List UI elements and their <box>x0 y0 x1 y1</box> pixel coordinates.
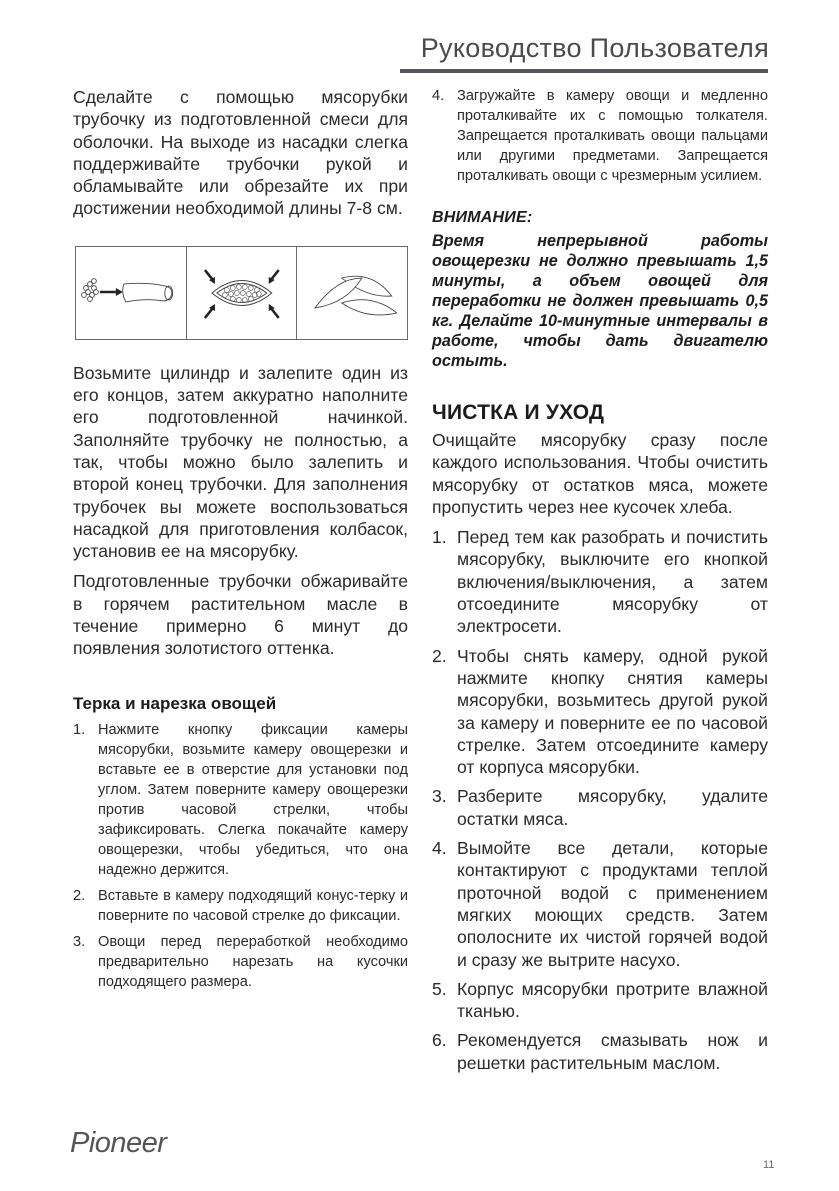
finished-kibbeh-illustration <box>297 247 407 339</box>
list-item <box>432 785 768 830</box>
page-header-title: Руководство Пользователя <box>420 33 769 63</box>
step-text: Вставьте в камеру подходящий конус-терку и поверните по часовой стрелке до фиксации. <box>98 887 408 924</box>
warning-title: ВНИМАНИЕ: <box>432 209 533 226</box>
mince-to-tube-illustration <box>76 247 187 339</box>
list-item <box>73 720 408 880</box>
step-number: 4. <box>432 88 445 104</box>
cleaning-section-title: ЧИСТКА И УХОД <box>432 401 605 424</box>
list-item <box>432 978 768 1023</box>
cleaning-steps-list <box>432 526 768 1074</box>
step-text: Овощи перед переработкой необходимо предварительно нарезать на кусочки подходящего размера. <box>98 933 408 990</box>
step-text: Корпус мясорубки протрите влажной тканью. <box>457 978 768 1022</box>
list-item <box>73 932 408 992</box>
frying-paragraph: Подготовленные трубочки обжаривайте в горячем растительном масле в течение примерно 6 минут до появления золотистого оттенка. <box>73 571 408 659</box>
list-item <box>73 886 408 926</box>
step-number: 4. <box>432 838 447 859</box>
grating-subheading: Терка и нарезка овощей <box>73 693 277 713</box>
grating-steps-list <box>73 720 408 992</box>
brand-logo: Pioneer <box>70 1127 167 1159</box>
filling-paragraph: Возьмите цилиндр и залепите один из его концов, затем аккуратно наполните его подготовленной начинкой. Заполняйте трубочку не полностью, а так, чтобы можно было залепить и второй конец трубочки. Для заполнения трубочек вы можете воспользоваться насадкой для приготовления колбасок, установив ее на мясорубку. <box>73 362 408 562</box>
step-text: Загружайте в камеру овощи и медленно проталкивайте их с помощью толкателя. Запрещается проталкивать овощи пальцами или другими предметами. Запрещается проталкивать овощи с чрезмерным усилием. <box>457 88 768 184</box>
step-text: Нажмите кнопку фиксации камеры мясорубки, возьмите камеру овощерезки и вставьте ее в отверстие для установки под углом. Затем поверните камеру овощерезки против часовой стрелки, чтобы зафиксировать. Слегка покачайте камеру овощерезки, чтобы убедиться, что она надежно держится. <box>98 721 408 878</box>
step-text: Перед тем как разобрать и почистить мясорубку, выключите его кнопкой включения/выключения, а затем отсоедините мясорубку от электросети. <box>457 527 768 637</box>
warning-body: Время непрерывной работы овощерезки не должно превышать 1,5 минуты, а объем овощей для переработки не должен превышать 0,5 кг. Делайте 10-минутные интервалы в работе, чтобы дать двигателю остыть. <box>432 232 768 370</box>
step-number: 6. <box>432 1030 447 1051</box>
step-text: Вымойте все детали, которые контактируют с продуктами теплой проточной водой с применением мягких моющих средств. Затем ополосните их чистой горячей водой и сразу же вытрите насухо. <box>457 838 768 970</box>
step-number: 3. <box>73 933 86 950</box>
step-number: 2. <box>73 887 86 904</box>
grating-steps-continued <box>432 86 768 186</box>
intro-paragraph: Сделайте с помощью мясорубки трубочку из подготовленной смеси для оболочки. На выходе из насадки слегка поддерживайте трубочки рукой и обламывайте или обрезайте их при достижении необходимой длины 7-8 см. <box>73 87 408 219</box>
list-item <box>432 1029 768 1074</box>
step-number: 3. <box>432 786 447 807</box>
step-text: Чтобы снять камеру, одной рукой нажмите кнопку снятия камеры мясорубки, возьмитесь другой рукой за камеру и поверните ее по часовой стрелке. Затем отсоедините камеру от корпуса мясорубки. <box>457 645 768 778</box>
page-number: 11 <box>763 1159 775 1171</box>
step-number: 1. <box>432 527 447 548</box>
list-item <box>432 645 768 779</box>
step-text: Рекомендуется смазывать нож и решетки растительным маслом. <box>457 1030 768 1073</box>
step-text: Разберите мясорубку, удалите остатки мяса. <box>457 786 768 829</box>
filled-kibbeh-icon <box>187 247 297 339</box>
cleaning-intro: Очищайте мясорубку сразу после каждого использования. Чтобы очистить мясорубку от остатков мяса, можете пропустить через нее кусочек хлеба. <box>432 430 768 517</box>
illustration-strip <box>75 246 408 340</box>
right-column <box>432 86 768 1081</box>
list-item <box>432 86 768 186</box>
header-divider <box>400 69 768 73</box>
list-item <box>432 526 768 637</box>
kibbeh-pieces-icon <box>297 247 407 339</box>
mince-tube-icon <box>76 247 186 339</box>
list-item <box>432 837 768 971</box>
step-number: 2. <box>432 645 447 666</box>
left-column <box>73 86 408 998</box>
step-number: 1. <box>73 721 86 738</box>
pinch-ends-illustration <box>187 247 298 339</box>
step-number: 5. <box>432 978 447 999</box>
